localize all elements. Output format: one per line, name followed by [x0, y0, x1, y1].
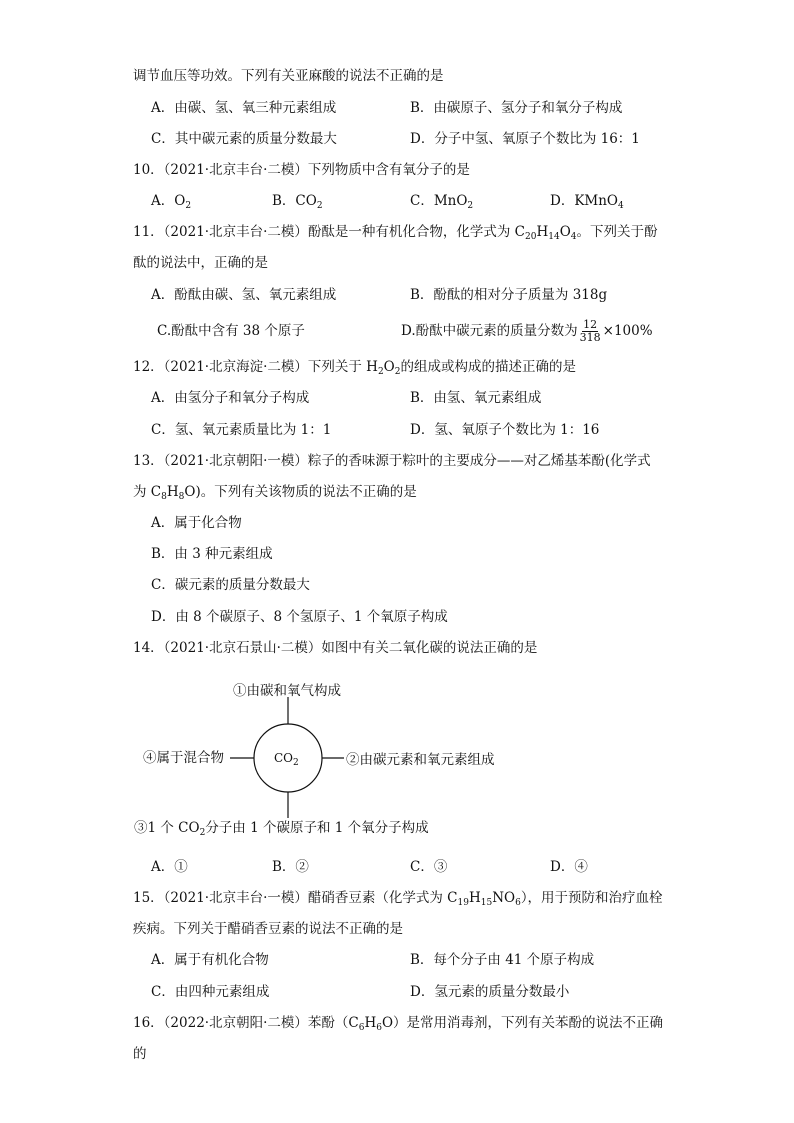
q14-label-left: ④属于混合物	[143, 750, 224, 766]
q15-sub-3: 6	[515, 898, 521, 908]
q14-center-label	[274, 748, 299, 768]
q10-c-text: C．MnO	[410, 193, 468, 209]
q11-stem-line2: 酞的说法中，正确的是	[133, 255, 268, 271]
q11-option-c[interactable]: C.酚酞中含有 38 个原子	[157, 323, 305, 339]
q11-stem-pre: 11．（2021·北京丰台·二模）酚酞是一种有机化合物，化学式为 C	[133, 224, 525, 240]
q9-option-d[interactable]: D．分子中氢、氧原子个数比为 16：1	[410, 131, 640, 147]
q14-center-text: CO	[274, 751, 294, 765]
q11-mid-2: O	[559, 224, 571, 240]
q10-b-text: B．CO	[272, 193, 317, 209]
q15-stem-post: ），用于预防和治疗血栓	[520, 890, 663, 906]
q13-stem2-pre: 为 C	[133, 484, 162, 500]
q13-option-a[interactable]: A．属于化合物	[151, 515, 242, 531]
q15-mid-1: H	[468, 890, 481, 906]
q15-mid-2: NO	[492, 890, 516, 906]
q14-bottom-post: 分子由 1 个碳原子和 1 个氧分子构成	[205, 820, 429, 836]
q15-sub-2: 15	[480, 898, 493, 908]
q13-mid-1: H	[166, 484, 179, 500]
q15-stem-pre: 15．（2021·北京丰台·一模）醋硝香豆素（化学式为 C	[133, 890, 458, 906]
q11-d-numerator: 12	[583, 318, 598, 331]
q16-stem-pre: 16．（2022·北京朝阳·二模）苯酚（C	[133, 1015, 359, 1031]
q11-d-denominator: 318	[579, 331, 601, 344]
q12-mid-1: O	[383, 359, 395, 375]
q10-d-sub: 4	[618, 201, 624, 211]
q16-mid-2: O）是常用消毒剂，下列有关苯酚的说法不正确	[381, 1015, 664, 1031]
q14-option-d[interactable]: D．④	[550, 859, 588, 875]
q11-d-text: D.酚酞中碳元素的质量分数为	[401, 323, 578, 339]
q13-option-b[interactable]: B．由 3 种元素组成	[151, 546, 273, 562]
q11-option-b[interactable]: B．酚酞的相对分子质量为 318g	[410, 287, 608, 303]
q16-mid-1: H	[364, 1015, 377, 1031]
q13-stem: 13．（2021·北京朝阳·一模）粽子的香味源于粽叶的主要成分——对乙烯基苯酚(化学式	[133, 453, 651, 469]
q14-option-c[interactable]: C．③	[410, 859, 448, 875]
q13-sub-1: 8	[161, 492, 167, 502]
q12-stem-pre: 12．（2021·北京海淀·二模）下列关于 H	[133, 359, 378, 375]
q15-option-a[interactable]: A．属于有机化合物	[151, 952, 269, 968]
q12-sub-2: 2	[394, 367, 401, 377]
q11-mid-1: H	[536, 224, 549, 240]
q14-label-bottom	[134, 818, 429, 838]
q15-option-b[interactable]: B．每个分子由 41 个原子构成	[410, 952, 595, 968]
q15-option-c[interactable]: C．由四种元素组成	[151, 984, 270, 1000]
q12-option-d[interactable]: D．氢、氧原子个数比为 1：16	[410, 422, 600, 438]
q16-sub-2: 6	[376, 1023, 382, 1033]
q9-option-a[interactable]: A．由碳、氢、氧三种元素组成	[151, 100, 337, 116]
q9-option-c[interactable]: C．其中碳元素的质量分数最大	[151, 131, 337, 147]
q12-stem-post: 的组成或构成的描述正确的是	[400, 359, 576, 375]
q15-sub-1: 19	[457, 898, 469, 908]
q13-sub-2: 8	[178, 492, 185, 502]
q14-option-b[interactable]: B．②	[272, 859, 309, 875]
q16-stem-line2: 的	[133, 1046, 147, 1062]
q12-option-a[interactable]: A．由氢分子和氧分子构成	[151, 390, 310, 406]
q10-a-sub: 2	[185, 201, 192, 211]
q16-stem	[133, 1013, 663, 1033]
q9-option-b[interactable]: B．由碳原子、氢分子和氧分子构成	[410, 100, 623, 116]
q9-stem-tail: 调节血压等功效。下列有关亚麻酸的说法不正确的是	[133, 68, 444, 84]
q12-option-c[interactable]: C．氢、氧元素质量比为 1：1	[151, 422, 332, 438]
q14-label-top: ①由碳和氧气构成	[233, 683, 341, 699]
q10-a-text: A．O	[151, 193, 186, 209]
q15-option-d[interactable]: D．氢元素的质量分数最小	[410, 984, 570, 1000]
q13-option-d[interactable]: D．由 8 个碳原子、8 个氢原子、1 个氧原子构成	[151, 609, 448, 625]
q11-option-a[interactable]: A．酚酞由碳、氢、氧元素组成	[151, 287, 337, 303]
q14-bottom-pre: ③1 个 CO	[134, 820, 200, 836]
q10-stem: 10．（2021·北京丰台·二模）下列物质中含有氧分子的是	[133, 162, 470, 178]
q14-label-right: ②由碳元素和氧元素组成	[346, 752, 495, 768]
q14-center-sub: 2	[293, 758, 299, 768]
q13-option-c[interactable]: C．碳元素的质量分数最大	[151, 577, 310, 593]
q14-stem: 14．（2021·北京石景山·二模）如图中有关二氧化碳的说法正确的是	[133, 640, 538, 656]
q11-d-suffix: ×100%	[602, 323, 653, 339]
q12-sub-1: 2	[377, 367, 384, 377]
q14-bottom-sub: 2	[199, 828, 206, 838]
q12-option-b[interactable]: B．由氢、氧元素组成	[410, 390, 542, 406]
q11-stem-post: 。下列关于酚	[576, 224, 658, 240]
q14-option-a[interactable]: A．①	[151, 859, 188, 875]
q10-b-sub: 2	[316, 201, 323, 211]
q10-d-text: D．KMnO	[550, 193, 618, 209]
q11-sub-2: 14	[548, 232, 560, 242]
q16-sub-1: 6	[358, 1023, 365, 1033]
q11-sub-3: 4	[570, 232, 577, 242]
q10-c-sub: 2	[467, 201, 474, 211]
q15-stem-line2: 疾病。下列关于醋硝香豆素的说法不正确的是	[133, 921, 403, 937]
q13-mid-2: O)。下列有关该物质的说法不正确的是	[184, 484, 417, 500]
q11-sub-1: 20	[525, 232, 537, 242]
q15-stem	[133, 888, 663, 908]
